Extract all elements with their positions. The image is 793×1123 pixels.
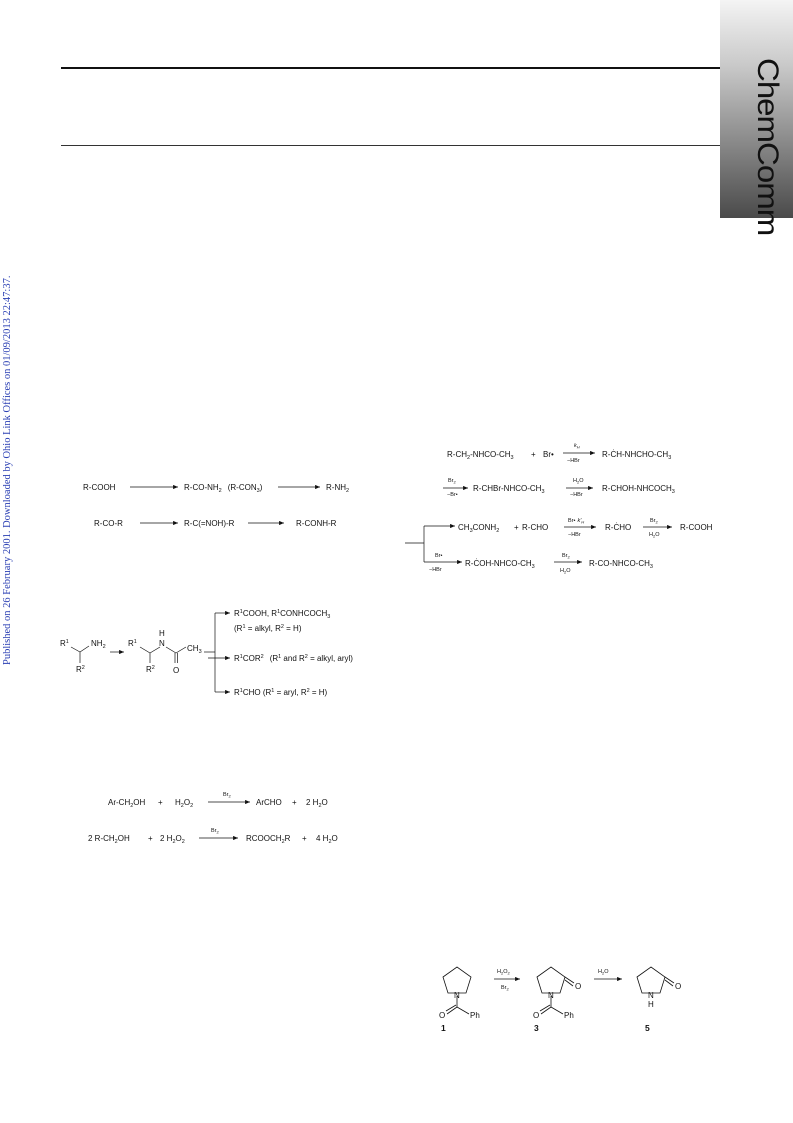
condition-alkyl: ($R^1$ = alkyl, $R^2 = H$) (234, 624, 302, 633)
water: 2 $H_2O$ (306, 798, 328, 809)
n-label: N (159, 639, 165, 648)
compound-label: 5 (645, 1023, 650, 1033)
arrow-step-2 (594, 969, 622, 979)
amide-path-amide: $R-CO-NH_2$ $(R-CON_3)$ (184, 483, 263, 494)
hbr-loss: −HBr (429, 567, 442, 573)
ph-label: Ph (470, 1011, 480, 1020)
scheme-4-row-4 (429, 553, 653, 575)
amide: R-CONH-R (296, 519, 337, 528)
reagent-br-radical: Br• $k'_H$ (568, 518, 585, 525)
plus-sign: + (148, 834, 153, 843)
r1-label: $R^1$ (60, 639, 69, 648)
water-reagent: $H_2O$ (573, 478, 584, 485)
hbr-loss: −HBr (567, 458, 580, 464)
o-label: O (439, 1011, 446, 1020)
arrow-step-1 (494, 969, 520, 992)
acyl-radical: R-ĊHO (605, 523, 632, 532)
r2-label: $R^2$ (76, 665, 85, 674)
n-label: N (454, 991, 460, 1000)
plus-sign: + (302, 834, 307, 843)
scheme-1-row-2 (94, 519, 337, 528)
carboxylic-acid: R-COOH (680, 523, 713, 532)
amide-path-amine: $R-NH_2$ (326, 483, 350, 494)
product-ketone: $R^1COR^2$ ($R^1$ and $R^2$ = alkyl, aryl) (234, 654, 353, 663)
imide: $R-CO-NHCO-CH_3$ (589, 559, 653, 570)
n-label: N (648, 991, 654, 1000)
scheme-3-row-2 (88, 828, 338, 845)
product-aldehyde: $R^1CHO$ ($R^1$ = aryl, $R^2 = H$) (234, 688, 328, 697)
reagent-bromine: $Br_2$ (223, 792, 231, 799)
scheme-3 (78, 785, 368, 850)
plus-sign: + (531, 450, 536, 459)
scheme-4-row-1 (447, 443, 671, 464)
nh2-label: $NH_2$ (91, 639, 106, 650)
h-label: H (648, 1000, 654, 1009)
hydrogen-peroxide: $H_2O_2$ (175, 798, 194, 809)
compound-label: 1 (441, 1023, 446, 1033)
ph-label: Ph (564, 1011, 574, 1020)
reagent-water: $H_2O$ (598, 969, 609, 976)
hbr-loss: −HBr (568, 532, 581, 538)
scheme-5 (430, 955, 710, 1040)
acetamide-structure (140, 647, 186, 663)
n-alkylacetamide: $R-CH_2-NHCO-CH_3$ (447, 450, 514, 461)
br-radical-loss: −Br• (447, 492, 458, 498)
reagent-bromine: $Br_2$ (211, 828, 219, 835)
scheme-3-row-1 (108, 792, 328, 809)
r2-label: $R^2$ (146, 665, 155, 674)
branch-bracket (204, 613, 215, 692)
reagent-peroxide: $H_2O_2$ (497, 969, 510, 976)
o-label: O (173, 666, 180, 675)
publication-side-note[interactable]: Published on 26 February 2001. Downloaded by Ohio Link Offices on 01/09/2013 22:47:37. (2, 275, 13, 665)
compound-3 (533, 967, 581, 1033)
benzaldehyde: ArCHO (256, 798, 282, 807)
ketone: R-CO-R (94, 519, 123, 528)
hbr-loss: −HBr (570, 492, 583, 498)
bromide-intermediate: $R-CHBr-NHCO-CH_3$ (473, 484, 545, 495)
compound-label: 3 (534, 1023, 539, 1033)
o-label: O (533, 1011, 540, 1020)
amine-structure (71, 646, 89, 663)
compound-5 (637, 967, 681, 1033)
o-label: O (575, 982, 582, 991)
oxime: R-C(=NOH)-R (184, 519, 235, 528)
aldehyde: R-CHO (522, 523, 549, 532)
branch-bracket (405, 526, 424, 562)
plus-sign: + (158, 798, 163, 807)
journal-brand-tab (720, 0, 793, 236)
o-label: O (675, 982, 682, 991)
compound-1 (439, 967, 480, 1033)
benzyl-alcohol: $Ar-CH_2OH$ (108, 798, 146, 809)
water-reagent: $H_2O$ (649, 532, 660, 539)
ch3-label: $CH_3$ (187, 644, 202, 655)
water-reagent: $H_2O$ (560, 568, 571, 575)
scheme-4 (400, 435, 730, 580)
amide-path-acid: R-COOH (83, 483, 116, 492)
product-acid-imide: $R^1COOH$, $R^1CONHCOCH_3$ (234, 609, 331, 620)
rate-constant: $k_H$ (574, 443, 580, 450)
alcohol: 2 $R-CH_2OH$ (88, 834, 130, 845)
header-rule-bottom (61, 145, 720, 146)
h-label: H (159, 629, 165, 638)
scheme-2 (58, 603, 378, 713)
reagent-bromine: $Br_2$ (501, 985, 509, 992)
bromine-reagent: $Br_2$ (562, 553, 570, 560)
scheme-4-row-3 (458, 518, 713, 539)
bromine-reagent: $Br_2$ (650, 518, 658, 525)
carbon-radical: $R-ĊH-NHCHO-CH_3$ (602, 450, 672, 461)
n-label: N (548, 991, 554, 1000)
water: 4 $H_2O$ (316, 834, 338, 845)
bromine-radical: Br• (435, 553, 443, 559)
hemiaminal: $R-CHOH-NHCOCH_3$ (602, 484, 675, 495)
hydroxy-radical: $R-ĊOH-NHCO-CH_3$ (465, 559, 535, 570)
plus-sign: + (292, 798, 297, 807)
scheme-1 (70, 470, 370, 540)
header-rule-top (61, 67, 720, 69)
bromine-radical: Br• (543, 450, 554, 459)
scheme-1-row-1 (83, 483, 349, 494)
ester: $RCOOCH_2R$ (246, 834, 291, 845)
scheme-4-row-2 (443, 478, 675, 498)
bromine-reagent: $Br_2$ (448, 478, 456, 485)
acetamide: $CH_3CONH_2$ (458, 523, 500, 534)
journal-title: ChemComm (751, 58, 785, 236)
hydrogen-peroxide: 2 $H_2O_2$ (160, 834, 185, 845)
r1-label: $R^1$ (128, 639, 137, 648)
plus-sign: + (514, 523, 519, 532)
